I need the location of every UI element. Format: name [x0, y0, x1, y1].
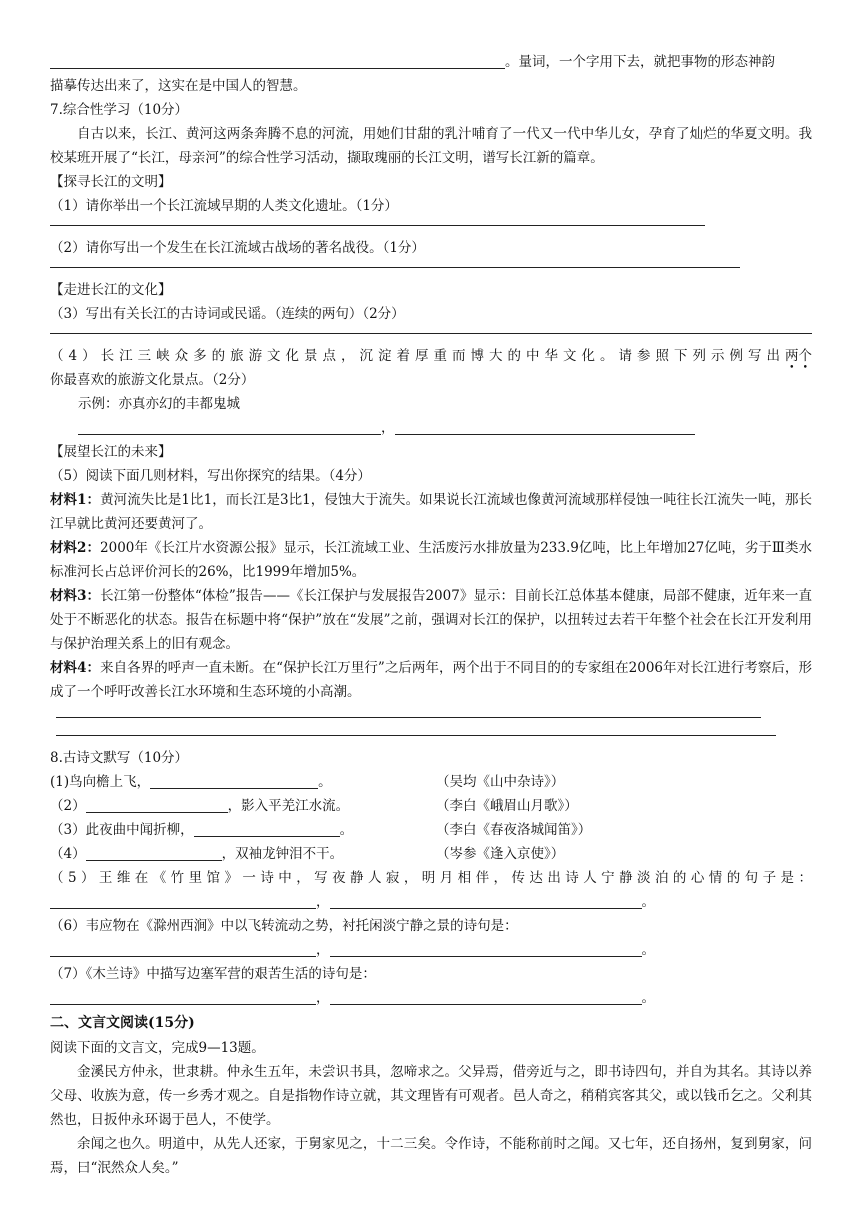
answer-blank[interactable]	[150, 772, 318, 789]
q7-3: （3）写出有关长江的古诗词或民谣。（连续的两句）（2分）	[50, 306, 405, 322]
material-1	[50, 488, 812, 536]
comma: ，	[381, 420, 395, 436]
section-explore: 【探寻长江的文明】	[50, 174, 172, 190]
answer-blank[interactable]	[330, 940, 642, 957]
emphasis-char: 个	[798, 348, 812, 364]
material-label: 材料1：	[50, 492, 101, 508]
poem-source: （李白《春夜洛城闻笛》）	[436, 822, 592, 838]
poem-source: （李白《峨眉山月歌》）	[436, 798, 578, 814]
answer-blank[interactable]	[86, 796, 228, 813]
q8-7-answers: ， 。	[50, 986, 812, 1010]
emphasis-char: 两	[785, 348, 799, 364]
material-3	[50, 584, 812, 656]
q8-5: （5）王维在《竹里馆》一诗中，写夜静人寂，明月相伴，传达出诗人宁静淡泊的心情的句子是：	[50, 870, 812, 886]
q8-title: 8.古诗文默写（10分）	[50, 750, 189, 766]
section-culture: 【走进长江的文化】	[50, 282, 172, 298]
top-line-1	[50, 50, 812, 74]
answer-blank[interactable]	[50, 52, 505, 69]
q8-6: （6）韦应物在《滁州西涧》中以飞转流动之势，衬托闲淡宁静之景的诗句是：	[50, 918, 518, 934]
q8-5-answers: ， 。	[50, 890, 812, 914]
q7-example: 示例：亦真亦幻的丰都鬼城	[78, 396, 240, 412]
q7-intro: 自古以来，长江、黄河这两条奔腾不息的河流，用她们甘甜的乳汁哺育了一代又一代中华儿女，孕育了灿烂的华夏文明。我校某班开展了“长江，母亲河”的综合性学习活动，撷取瑰丽的长江文明，谱写长江新的篇章。	[50, 126, 812, 166]
q7-4-answers	[50, 416, 812, 440]
material-text: 2000年《长江片水资源公报》显示，长江流域工业、生活废污水排放量为233.9亿吨，比上年增加27亿吨，劣于Ⅲ类水标准河长占总评价河长的26%，比1999年增加5%。	[50, 540, 812, 580]
part2-title: 二、文言文阅读(15分)	[50, 1015, 195, 1031]
answer-line[interactable]	[50, 266, 740, 268]
classical-text-p2: 余闻之也久。明道中，从先人还家，于舅家见之，十二三矣。令作诗，不能称前时之闻。又七年，还自扬州，复到舅家，问焉，曰“泯然众人矣。”	[50, 1136, 812, 1176]
answer-blank[interactable]	[330, 892, 642, 909]
material-label: 材料3：	[50, 588, 101, 604]
answer-blank[interactable]	[86, 844, 222, 861]
answer-blank[interactable]	[330, 988, 642, 1005]
answer-line[interactable]	[56, 716, 761, 718]
q7-4-text-b: 你最喜欢的旅游文化景点。（2分）	[50, 372, 255, 388]
top-line-2: 描摹传达出来了，这实在是中国人的智慧。	[50, 78, 307, 94]
section-future: 【展望长江的未来】	[50, 444, 172, 460]
classical-text-p1: 金溪民方仲永，世隶耕。仲永生五年，未尝识书具，忽啼求之。父异焉，借旁近与之，即书诗四句，并自为其名。其诗以养父母、收族为意，传一乡秀才观之。自是指物作诗立就，其文理皆有可观者。邑人奇之，稍稍宾客其父，或以钱币乞之。父利其然也，日扳仲永环谒于邑人，不使学。	[50, 1064, 812, 1128]
material-text: 来自各界的呼声一直未断。在“保护长江万里行”之后两年，两个出于不同目的的专家组在2006年对长江进行考察后，形成了一个呼吁改善长江水环境和生态环境的小高潮。	[50, 660, 812, 700]
q7-4-text-a: （4）长江三峡众多的旅游文化景点，沉淀着厚重而博大的中华文化。请参照下列示例写出	[50, 348, 785, 364]
answer-line[interactable]	[50, 224, 705, 226]
answer-blank[interactable]	[78, 418, 381, 435]
part2-instructions: 阅读下面的文言文，完成9—13题。	[50, 1040, 265, 1056]
material-label: 材料2：	[50, 540, 101, 556]
answer-blank[interactable]	[50, 940, 316, 957]
exam-page	[50, 50, 812, 1180]
material-label: 材料4：	[50, 660, 101, 676]
answer-blank[interactable]	[50, 892, 316, 909]
answer-blank[interactable]	[395, 418, 695, 435]
top-tail-text: 。量词，一个字用下去，就把事物的形态神韵	[505, 54, 775, 70]
q8-2: （2） ，影入平羌江水流。 （李白《峨眉山月歌》）	[50, 794, 812, 818]
material-text: 长江第一份整体“体检”报告——《长江保护与发展报告2007》显示：目前长江总体基本健康，局部不健康，近年来一直处于不断恶化的状态。报告在标题中将“保护”放在“发展”之前，强调对长江的保护，以扭转过去若干年整个社会在长江开发利用与保护治理关系上的旧有观念。	[50, 588, 812, 652]
material-text: 黄河流失比是1比1，而长江是3比1，侵蚀大于流失。如果说长江流域也像黄河流域那样侵蚀一吨往长江流失一吨，那长江早就比黄河还要黄河了。	[50, 492, 812, 532]
q8-1: (1)鸟向檐上飞， 。 （吴均《山中杂诗》）	[50, 770, 812, 794]
answer-blank[interactable]	[194, 820, 340, 837]
q7-2: （2）请你写出一个发生在长江流域古战场的著名战役。（1分）	[50, 240, 425, 256]
q7-5: （5）阅读下面几则材料，写出你探究的结果。（4分）	[50, 468, 371, 484]
answer-line[interactable]	[56, 734, 776, 736]
material-2	[50, 536, 812, 584]
q8-7: （7）《木兰诗》中描写边塞军营的艰苦生活的诗句是：	[50, 966, 376, 982]
q8-4: （4） ，双袖龙钟泪不干。 （岑参《逢入京使》）	[50, 842, 812, 866]
poem-source: （岑参《逢入京使》）	[436, 846, 565, 862]
q7-title: 7.综合性学习（10分）	[50, 102, 189, 118]
q8-6-answers: ， 。	[50, 938, 812, 962]
material-4	[50, 656, 812, 704]
q7-1: （1）请你举出一个长江流域早期的人类文化遗址。（1分）	[50, 198, 398, 214]
q8-3: （3）此夜曲中闻折柳， 。 （李白《春夜洛城闻笛》）	[50, 818, 812, 842]
answer-blank[interactable]	[50, 988, 316, 1005]
poem-source: （吴均《山中杂诗》）	[436, 774, 565, 790]
q7-4	[50, 344, 812, 392]
answer-line[interactable]	[50, 332, 812, 334]
